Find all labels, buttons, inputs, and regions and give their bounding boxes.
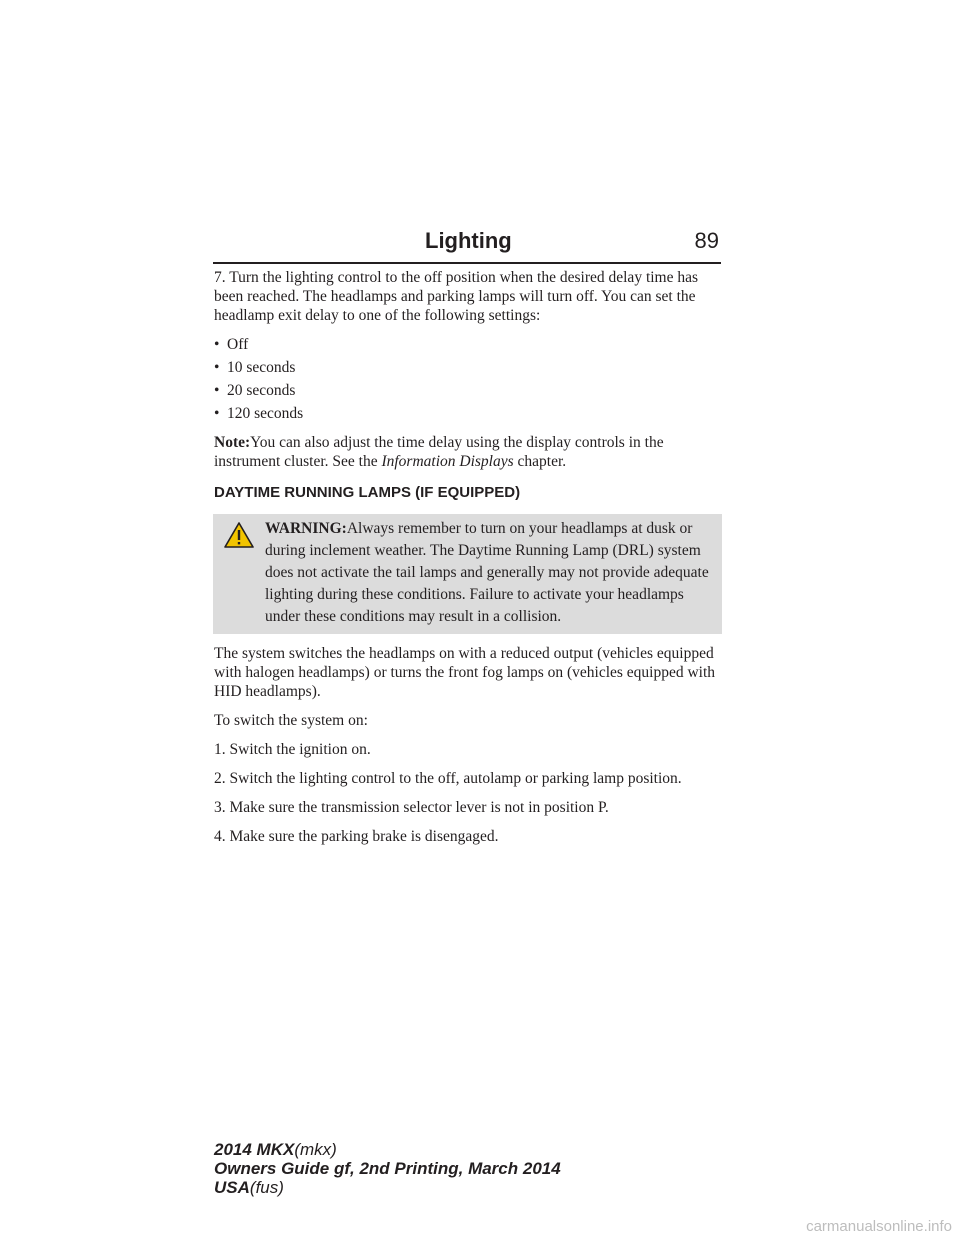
step-7-text: 7. Turn the lighting control to the off position when the desired delay time has been reached. The headlamps and parking lamps will turn off. You can set the headlamp exit delay to one of the following settings: [214,269,699,324]
page-footer [214,1140,561,1197]
watermark: carmanualsonline.info [806,1218,952,1235]
bullet-glyph: • [214,359,220,376]
step-3: 3. Make sure the transmission selector lever is not in position P. [214,799,609,816]
bullet-glyph: • [214,405,220,422]
footer-line-2: Owners Guide gf, 2nd Printing, March 2014 [214,1159,561,1178]
bullet-glyph: • [214,382,220,399]
step-1: 1. Switch the ignition on. [214,741,371,758]
footer-line-1: 2014 MKX(mkx) [214,1140,337,1159]
list-item: • Off [214,336,249,353]
note-paragraph: Note:You can also adjust the time delay using the display controls in the instrument cluster. See the Information Displays chapter. [214,434,664,470]
switch-on-intro: To switch the system on: [214,712,368,729]
section-heading: DAYTIME RUNNING LAMPS (IF EQUIPPED) [214,484,521,501]
step-4: 4. Make sure the parking brake is disengaged. [214,828,499,845]
step-2: 2. Switch the lighting control to the off, autolamp or parking lamp position. [214,770,682,787]
warning-triangle-icon [224,522,254,548]
page-number: 89 [694,228,719,253]
bullet-glyph: • [214,336,220,353]
page-header [213,228,721,264]
delay-settings-list [214,335,722,423]
list-item: • 120 seconds [214,405,304,422]
list-item: • 10 seconds [214,359,296,376]
warning-box [213,514,722,634]
drl-description: The system switches the headlamps on with a reduced output (vehicles equipped with halogen headlamps) or turns the front fog lamps on (vehicles equipped with HID headlamps). [214,645,716,700]
note-label: Note: [214,434,251,451]
warning-label: WARNING: [265,520,347,537]
warning-text: WARNING:Always remember to turn on your headlamps at dusk or during inclement weather. The Daytime Running Lamp (DRL) system does not activate the tail lamps and generally may not provide adequate lighting during these conditions. Failure to activate your headlamps under these conditions may result in a collision. [265,520,709,625]
list-item: • 20 seconds [214,382,296,399]
footer-line-3: USA(fus) [214,1178,284,1197]
page-body [214,268,722,856]
section-title: Lighting [425,228,512,253]
chapter-reference: Information Displays [381,453,514,470]
